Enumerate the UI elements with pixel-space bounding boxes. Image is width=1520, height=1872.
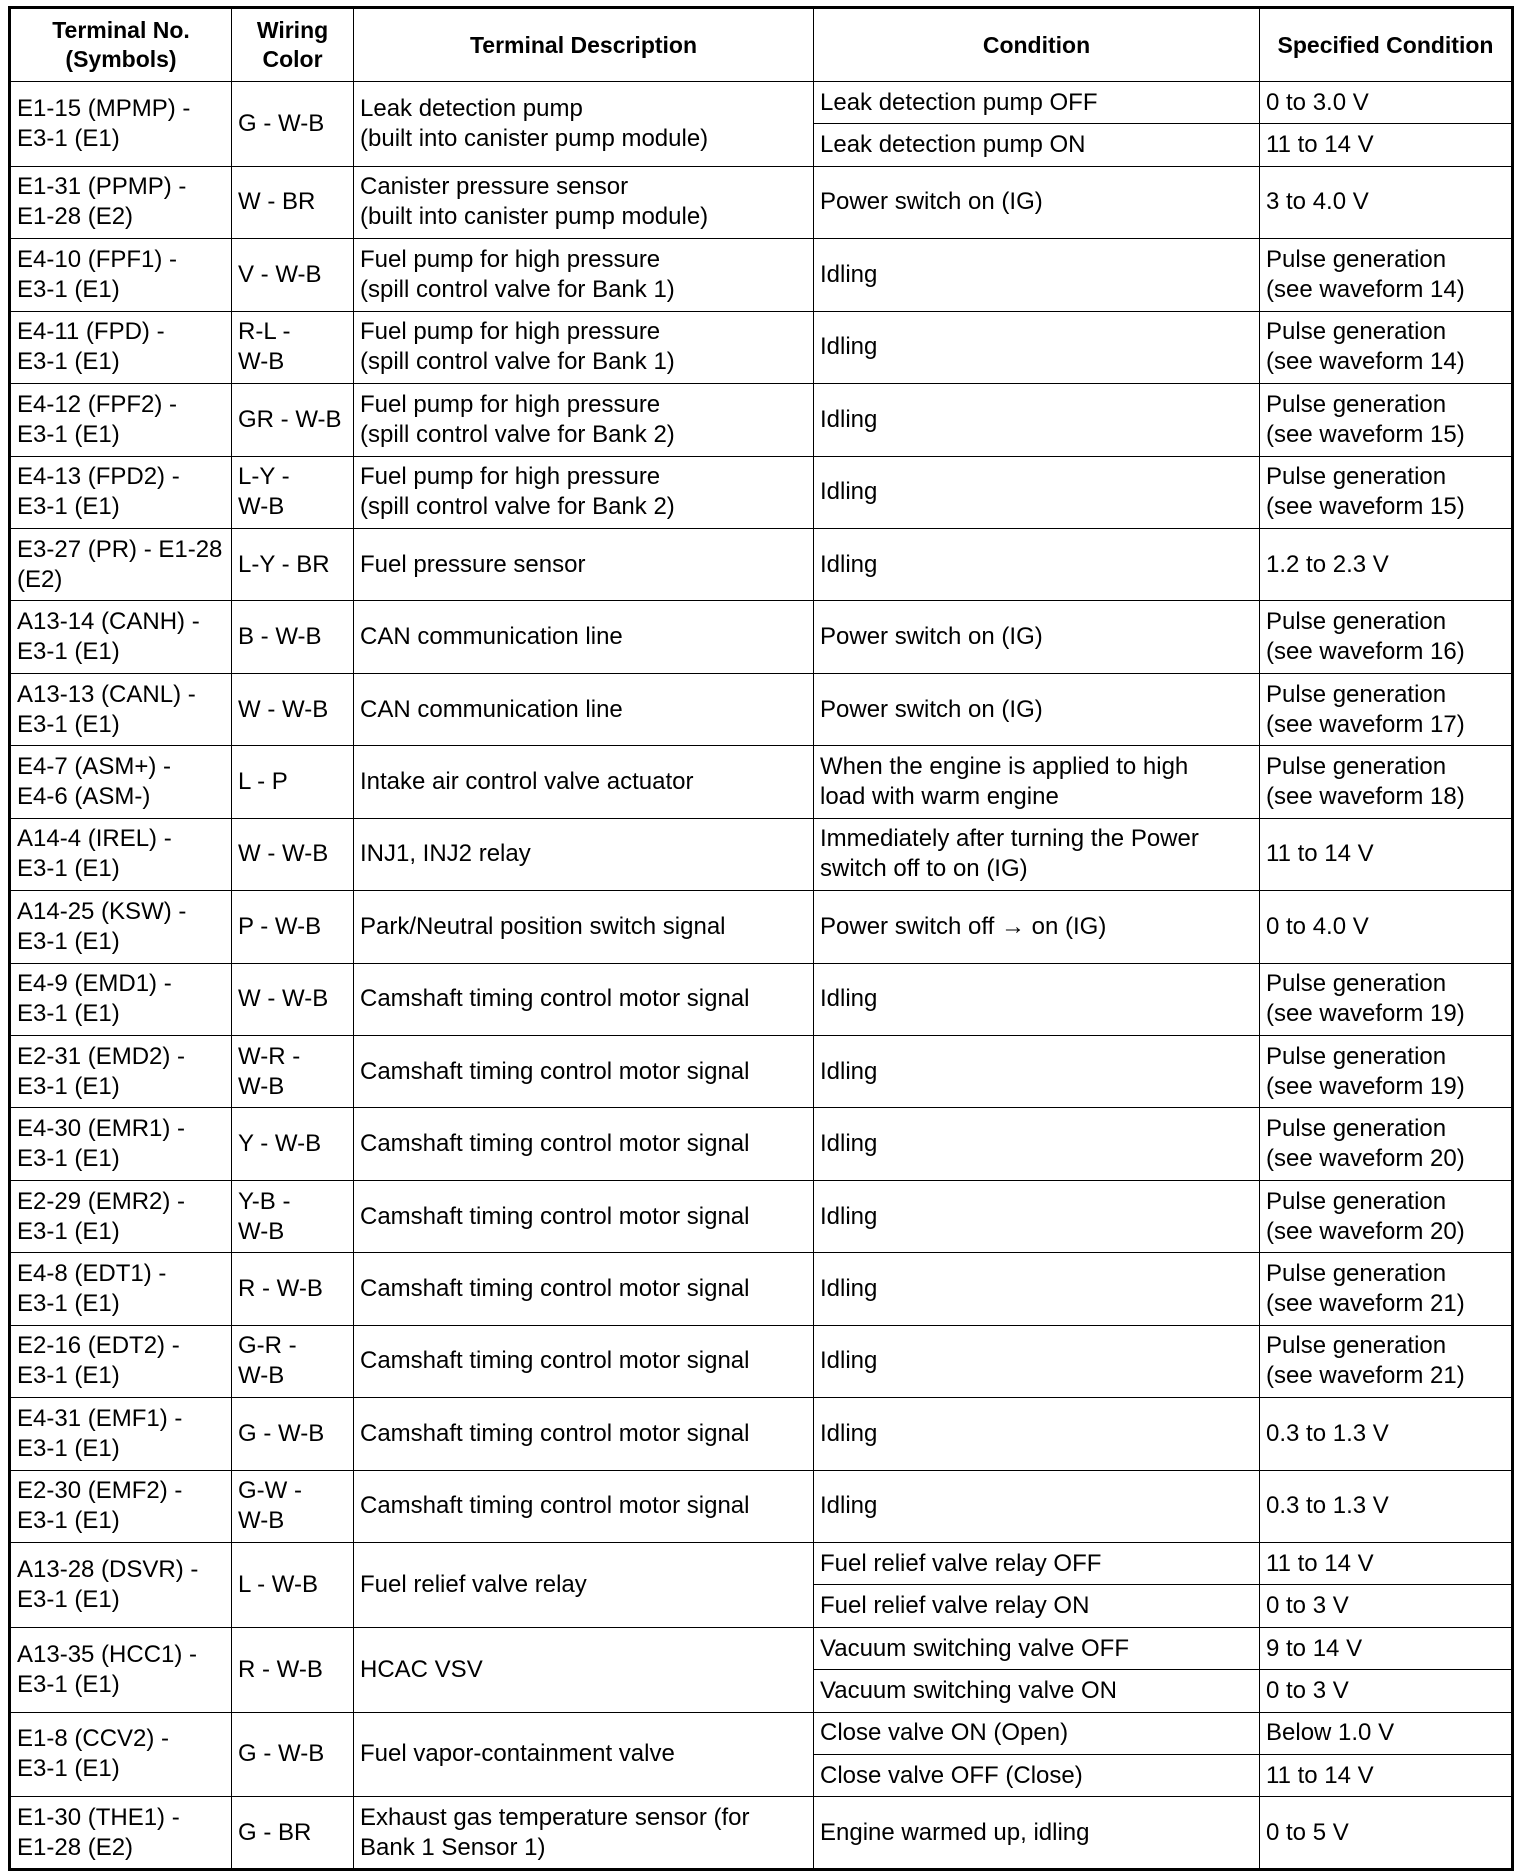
specified-condition-cell: Pulse generation (see waveform 19) — [1260, 963, 1513, 1035]
wiring-color-cell: L - W-B — [232, 1543, 354, 1628]
wiring-color-cell: G - W-B — [232, 1398, 354, 1470]
header-terminal-description: Terminal Description — [354, 8, 814, 82]
description-cell: Fuel pump for high pressure (spill control valve for Bank 1) — [354, 239, 814, 311]
wiring-color-cell: W - W-B — [232, 818, 354, 890]
wiring-color-cell: G-R - W-B — [232, 1325, 354, 1397]
specified-condition-cell: Pulse generation (see waveform 21) — [1260, 1253, 1513, 1325]
terminal-cell: E2-16 (EDT2) - E3-1 (E1) — [10, 1325, 232, 1397]
wiring-color-cell: W-R - W-B — [232, 1036, 354, 1108]
specified-condition-cell: 0 to 3 V — [1260, 1585, 1513, 1627]
condition-cell: Close valve ON (Open) — [814, 1712, 1260, 1754]
wiring-color-cell: B - W-B — [232, 601, 354, 673]
specified-condition-cell: 0 to 3 V — [1260, 1670, 1513, 1712]
wiring-color-cell: Y - W-B — [232, 1108, 354, 1180]
wiring-color-cell: W - W-B — [232, 963, 354, 1035]
terminal-cell: E4-7 (ASM+) - E4-6 (ASM-) — [10, 746, 232, 818]
header-specified-condition: Specified Condition — [1260, 8, 1513, 82]
condition-cell: Idling — [814, 1325, 1260, 1397]
wiring-color-cell: Y-B - W-B — [232, 1180, 354, 1252]
description-cell: Camshaft timing control motor signal — [354, 1253, 814, 1325]
table-row — [10, 1398, 1513, 1470]
table-row — [10, 1180, 1513, 1252]
terminal-cell: A14-25 (KSW) - E3-1 (E1) — [10, 891, 232, 963]
condition-cell: Power switch on (IG) — [814, 601, 1260, 673]
terminal-cell: E1-15 (MPMP) - E3-1 (E1) — [10, 82, 232, 167]
header-wiring-color: Wiring Color — [232, 8, 354, 82]
table-row — [10, 311, 1513, 383]
terminal-cell: E4-11 (FPD) - E3-1 (E1) — [10, 311, 232, 383]
table-row — [10, 1627, 1513, 1669]
condition-cell: Idling — [814, 1470, 1260, 1542]
wiring-color-cell: W - BR — [232, 166, 354, 238]
terminal-spec-table — [8, 6, 1514, 1871]
wiring-color-cell: R - W-B — [232, 1627, 354, 1712]
table-row — [10, 1325, 1513, 1397]
table-row — [10, 1253, 1513, 1325]
terminal-cell: E3-27 (PR) - E1-28 (E2) — [10, 528, 232, 600]
terminal-cell: E4-10 (FPF1) - E3-1 (E1) — [10, 239, 232, 311]
condition-cell: Idling — [814, 456, 1260, 528]
description-cell: Fuel pressure sensor — [354, 528, 814, 600]
wiring-color-cell: G - W-B — [232, 1712, 354, 1797]
table-row — [10, 601, 1513, 673]
description-cell: Camshaft timing control motor signal — [354, 1108, 814, 1180]
terminal-cell: A13-14 (CANH) - E3-1 (E1) — [10, 601, 232, 673]
description-cell: Exhaust gas temperature sensor (for Bank 1 Sensor 1) — [354, 1797, 814, 1869]
condition-cell: Immediately after turning the Power switch off to on (IG) — [814, 818, 1260, 890]
condition-cell: Idling — [814, 528, 1260, 600]
table-row — [10, 1543, 1513, 1585]
terminal-cell: E4-30 (EMR1) - E3-1 (E1) — [10, 1108, 232, 1180]
condition-cell: Vacuum switching valve OFF — [814, 1627, 1260, 1669]
header-condition: Condition — [814, 8, 1260, 82]
table-row — [10, 818, 1513, 890]
wiring-color-cell: L - P — [232, 746, 354, 818]
table-row — [10, 384, 1513, 456]
wiring-color-cell: GR - W-B — [232, 384, 354, 456]
terminal-cell: E2-31 (EMD2) - E3-1 (E1) — [10, 1036, 232, 1108]
terminal-cell: E1-31 (PPMP) - E1-28 (E2) — [10, 166, 232, 238]
description-cell: Park/Neutral position switch signal — [354, 891, 814, 963]
wiring-color-cell: G - W-B — [232, 82, 354, 167]
description-cell: Fuel relief valve relay — [354, 1543, 814, 1628]
wiring-color-cell: G-W - W-B — [232, 1470, 354, 1542]
condition-cell: Idling — [814, 311, 1260, 383]
specified-condition-cell: Pulse generation (see waveform 17) — [1260, 673, 1513, 745]
wiring-color-cell: L-Y - W-B — [232, 456, 354, 528]
specified-condition-cell: Pulse generation (see waveform 15) — [1260, 456, 1513, 528]
condition-cell: Vacuum switching valve ON — [814, 1670, 1260, 1712]
condition-cell: Idling — [814, 239, 1260, 311]
condition-cell: Engine warmed up, idling — [814, 1797, 1260, 1869]
specified-condition-cell: 0 to 5 V — [1260, 1797, 1513, 1869]
condition-cell: Leak detection pump ON — [814, 124, 1260, 166]
terminal-cell: E4-12 (FPF2) - E3-1 (E1) — [10, 384, 232, 456]
terminal-cell: E4-8 (EDT1) - E3-1 (E1) — [10, 1253, 232, 1325]
description-cell: Camshaft timing control motor signal — [354, 963, 814, 1035]
table-row — [10, 456, 1513, 528]
condition-cell: Close valve OFF (Close) — [814, 1754, 1260, 1796]
specified-condition-cell: 11 to 14 V — [1260, 1754, 1513, 1796]
specified-condition-cell: 11 to 14 V — [1260, 818, 1513, 890]
condition-cell: Idling — [814, 963, 1260, 1035]
table-row — [10, 963, 1513, 1035]
table-row — [10, 528, 1513, 600]
description-cell: Camshaft timing control motor signal — [354, 1180, 814, 1252]
specified-condition-cell: 0.3 to 1.3 V — [1260, 1398, 1513, 1470]
description-cell: Camshaft timing control motor signal — [354, 1470, 814, 1542]
description-cell: Fuel pump for high pressure (spill control valve for Bank 2) — [354, 456, 814, 528]
description-cell: Fuel pump for high pressure (spill control valve for Bank 2) — [354, 384, 814, 456]
terminal-cell: E2-29 (EMR2) - E3-1 (E1) — [10, 1180, 232, 1252]
specified-condition-cell: Pulse generation (see waveform 20) — [1260, 1180, 1513, 1252]
specified-condition-cell: Pulse generation (see waveform 14) — [1260, 311, 1513, 383]
header-row — [10, 8, 1513, 82]
specified-condition-cell: 11 to 14 V — [1260, 124, 1513, 166]
specified-condition-cell: 0 to 3.0 V — [1260, 82, 1513, 124]
condition-cell: Leak detection pump OFF — [814, 82, 1260, 124]
condition-cell: Idling — [814, 1398, 1260, 1470]
terminal-cell: E4-13 (FPD2) - E3-1 (E1) — [10, 456, 232, 528]
specified-condition-cell: 1.2 to 2.3 V — [1260, 528, 1513, 600]
wiring-color-cell: V - W-B — [232, 239, 354, 311]
table-row — [10, 1108, 1513, 1180]
table-row — [10, 166, 1513, 238]
specified-condition-cell: Pulse generation (see waveform 15) — [1260, 384, 1513, 456]
specified-condition-cell: 0.3 to 1.3 V — [1260, 1470, 1513, 1542]
specified-condition-cell: 9 to 14 V — [1260, 1627, 1513, 1669]
description-cell: CAN communication line — [354, 601, 814, 673]
wiring-color-cell: R-L - W-B — [232, 311, 354, 383]
description-cell: HCAC VSV — [354, 1627, 814, 1712]
table-row — [10, 82, 1513, 124]
specified-condition-cell: Pulse generation (see waveform 19) — [1260, 1036, 1513, 1108]
table-row — [10, 746, 1513, 818]
wiring-color-cell: W - W-B — [232, 673, 354, 745]
description-cell: INJ1, INJ2 relay — [354, 818, 814, 890]
description-cell: Fuel pump for high pressure (spill control valve for Bank 1) — [354, 311, 814, 383]
specified-condition-cell: Pulse generation (see waveform 18) — [1260, 746, 1513, 818]
description-cell: Leak detection pump (built into canister pump module) — [354, 82, 814, 167]
table-row — [10, 891, 1513, 963]
terminal-cell: A13-35 (HCC1) - E3-1 (E1) — [10, 1627, 232, 1712]
wiring-color-cell: R - W-B — [232, 1253, 354, 1325]
table-row — [10, 673, 1513, 745]
specified-condition-cell: Pulse generation (see waveform 20) — [1260, 1108, 1513, 1180]
description-cell: CAN communication line — [354, 673, 814, 745]
terminal-cell: E4-31 (EMF1) - E3-1 (E1) — [10, 1398, 232, 1470]
condition-cell: Power switch on (IG) — [814, 673, 1260, 745]
condition-cell: When the engine is applied to high load with warm engine — [814, 746, 1260, 818]
description-cell: Canister pressure sensor (built into canister pump module) — [354, 166, 814, 238]
condition-cell: Fuel relief valve relay OFF — [814, 1543, 1260, 1585]
condition-cell: Power switch on (IG) — [814, 166, 1260, 238]
specified-condition-cell: Pulse generation (see waveform 16) — [1260, 601, 1513, 673]
terminal-cell: E1-30 (THE1) - E1-28 (E2) — [10, 1797, 232, 1869]
table-row — [10, 1797, 1513, 1869]
condition-cell: Idling — [814, 1036, 1260, 1108]
condition-cell: Fuel relief valve relay ON — [814, 1585, 1260, 1627]
terminal-cell: A13-28 (DSVR) - E3-1 (E1) — [10, 1543, 232, 1628]
condition-cell: Power switch off → on (IG) — [814, 891, 1260, 963]
table-row — [10, 1712, 1513, 1754]
specified-condition-cell: Below 1.0 V — [1260, 1712, 1513, 1754]
wiring-color-cell: P - W-B — [232, 891, 354, 963]
description-cell: Intake air control valve actuator — [354, 746, 814, 818]
table-row — [10, 239, 1513, 311]
header-terminal: Terminal No. (Symbols) — [10, 8, 232, 82]
specified-condition-cell: Pulse generation (see waveform 21) — [1260, 1325, 1513, 1397]
description-cell: Camshaft timing control motor signal — [354, 1036, 814, 1108]
description-cell: Camshaft timing control motor signal — [354, 1398, 814, 1470]
terminal-cell: E4-9 (EMD1) - E3-1 (E1) — [10, 963, 232, 1035]
description-cell: Fuel vapor-containment valve — [354, 1712, 814, 1797]
wiring-color-cell: G - BR — [232, 1797, 354, 1869]
wiring-color-cell: L-Y - BR — [232, 528, 354, 600]
table-row — [10, 1470, 1513, 1542]
terminal-cell: E1-8 (CCV2) - E3-1 (E1) — [10, 1712, 232, 1797]
table-row — [10, 1036, 1513, 1108]
description-cell: Camshaft timing control motor signal — [354, 1325, 814, 1397]
table-body — [10, 82, 1513, 1870]
specified-condition-cell: Pulse generation (see waveform 14) — [1260, 239, 1513, 311]
condition-cell: Idling — [814, 1108, 1260, 1180]
specified-condition-cell: 3 to 4.0 V — [1260, 166, 1513, 238]
specified-condition-cell: 0 to 4.0 V — [1260, 891, 1513, 963]
terminal-cell: A13-13 (CANL) - E3-1 (E1) — [10, 673, 232, 745]
specified-condition-cell: 11 to 14 V — [1260, 1543, 1513, 1585]
condition-cell: Idling — [814, 384, 1260, 456]
condition-cell: Idling — [814, 1180, 1260, 1252]
terminal-cell: A14-4 (IREL) - E3-1 (E1) — [10, 818, 232, 890]
terminal-cell: E2-30 (EMF2) - E3-1 (E1) — [10, 1470, 232, 1542]
condition-cell: Idling — [814, 1253, 1260, 1325]
